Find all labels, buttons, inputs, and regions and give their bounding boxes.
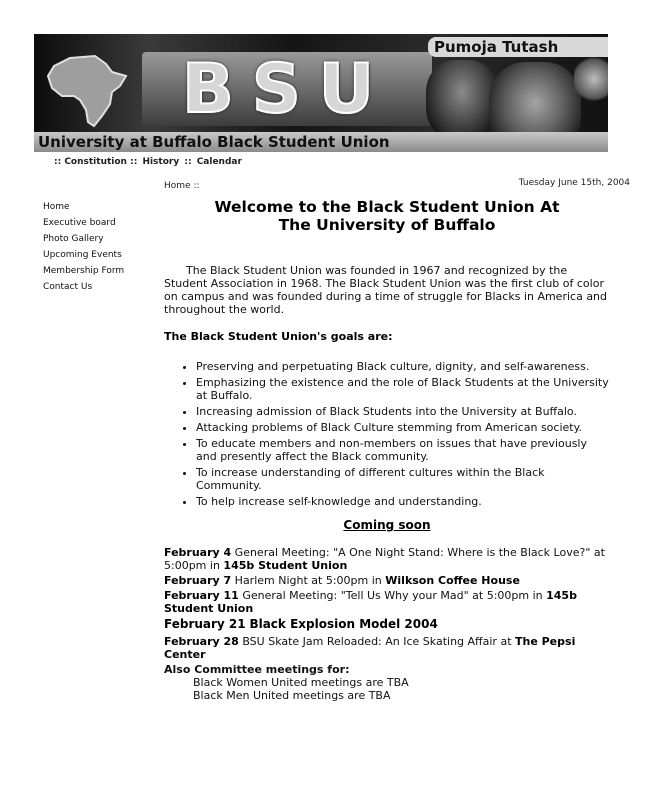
event-place: 145b Student Union bbox=[223, 559, 348, 572]
event-date: February 21 bbox=[164, 617, 246, 631]
list-item: • Increasing admission of Black Students into the University at Buffalo. bbox=[196, 405, 610, 418]
sidebar-item-membership-form[interactable]: Membership Form bbox=[43, 266, 125, 276]
event-place: The Pepsi Center bbox=[164, 635, 576, 661]
sidebar-item-upcoming-events[interactable]: Upcoming Events bbox=[43, 250, 122, 260]
breadcrumb[interactable]: Home :: bbox=[164, 181, 200, 191]
event-text: General Meeting: "A One Night Stand: Where is the Black Love?" at 5:00pm in bbox=[164, 546, 605, 572]
nav-separator: :: bbox=[184, 157, 192, 167]
event-text: Harlem Night at 5:00pm in bbox=[231, 574, 386, 587]
sidebar bbox=[43, 201, 124, 297]
event-place: Wilkson Coffee House bbox=[385, 574, 520, 587]
decorative-flower-image bbox=[574, 54, 608, 104]
event-item bbox=[164, 574, 610, 587]
event-item bbox=[164, 618, 610, 631]
sidebar-item-photo-gallery[interactable]: Photo Gallery bbox=[43, 234, 104, 244]
nav-history-link[interactable]: History bbox=[142, 157, 180, 167]
banner-corner-label: Pumoja Tutash bbox=[428, 37, 608, 57]
list-item: • Emphasizing the existence and the role of Black Students at the University at Buffalo. bbox=[196, 376, 610, 402]
sidebar-item-executive-board[interactable]: Executive board bbox=[43, 218, 116, 228]
top-nav bbox=[54, 157, 244, 167]
africa-map-icon bbox=[40, 52, 140, 132]
header-banner bbox=[34, 34, 608, 152]
coming-soon-heading: Coming soon bbox=[343, 518, 431, 532]
event-item bbox=[164, 635, 610, 661]
event-place: 145b Student Union bbox=[164, 589, 577, 615]
committee-heading: Also Committee meetings for: bbox=[164, 663, 350, 676]
committee-line: Black Women United meetings are TBA bbox=[193, 676, 409, 689]
current-date: Tuesday June 15th, 2004 bbox=[518, 178, 630, 188]
event-date: February 4 bbox=[164, 546, 232, 559]
nav-calendar-link[interactable]: Calendar bbox=[196, 157, 242, 167]
list-item: • Preserving and perpetuating Black culture, dignity, and self-awareness. bbox=[196, 360, 610, 373]
main-content bbox=[164, 198, 610, 702]
page-title-line2: The University of Buffalo bbox=[278, 216, 496, 234]
page-title-line1: Welcome to the Black Student Union At bbox=[214, 198, 560, 216]
event-text: BSU Skate Jam Reloaded: An Ice Skating Affair at bbox=[238, 635, 515, 648]
event-date: February 11 bbox=[164, 589, 239, 602]
list-item: • Attacking problems of Black Culture stemming from American society. bbox=[196, 421, 610, 434]
banner-title-strip: University at Buffalo Black Student Union bbox=[34, 132, 608, 152]
list-item: • To help increase self-knowledge and understanding. bbox=[196, 495, 610, 508]
event-date: February 28 bbox=[164, 635, 239, 648]
goals-heading: The Black Student Union's goals are: bbox=[164, 330, 393, 343]
event-date: February 7 bbox=[164, 574, 232, 587]
events-list bbox=[164, 546, 610, 702]
list-item: • To increase understanding of different cultures within the Black Community. bbox=[196, 466, 610, 492]
list-item: • To educate members and non-members on issues that have previously and presently affect the Black community. bbox=[196, 437, 610, 463]
nav-constitution-link[interactable]: :: Constitution :: bbox=[54, 157, 138, 167]
sidebar-item-home[interactable]: Home bbox=[43, 202, 70, 212]
goals-list bbox=[164, 360, 610, 508]
page-title bbox=[164, 198, 610, 234]
sidebar-item-contact-us[interactable]: Contact Us bbox=[43, 282, 93, 292]
event-item bbox=[164, 589, 610, 615]
event-text: General Meeting: "Tell Us Why your Mad" at 5:00pm in bbox=[238, 589, 547, 602]
event-title: Black Explosion Model 2004 bbox=[249, 617, 438, 631]
bsu-logo: BSU bbox=[142, 52, 432, 126]
portrait-image bbox=[426, 60, 498, 140]
committee-line: Black Men United meetings are TBA bbox=[193, 689, 391, 702]
banner-graphic bbox=[34, 34, 608, 132]
intro-paragraph: The Black Student Union was founded in 1967 and recognized by the Student Association in 1968. The Black Student Union was the first club of color on campus and was founded during a time of struggle for Blacks in America and throughout the world. bbox=[164, 264, 608, 316]
event-item bbox=[164, 546, 610, 572]
